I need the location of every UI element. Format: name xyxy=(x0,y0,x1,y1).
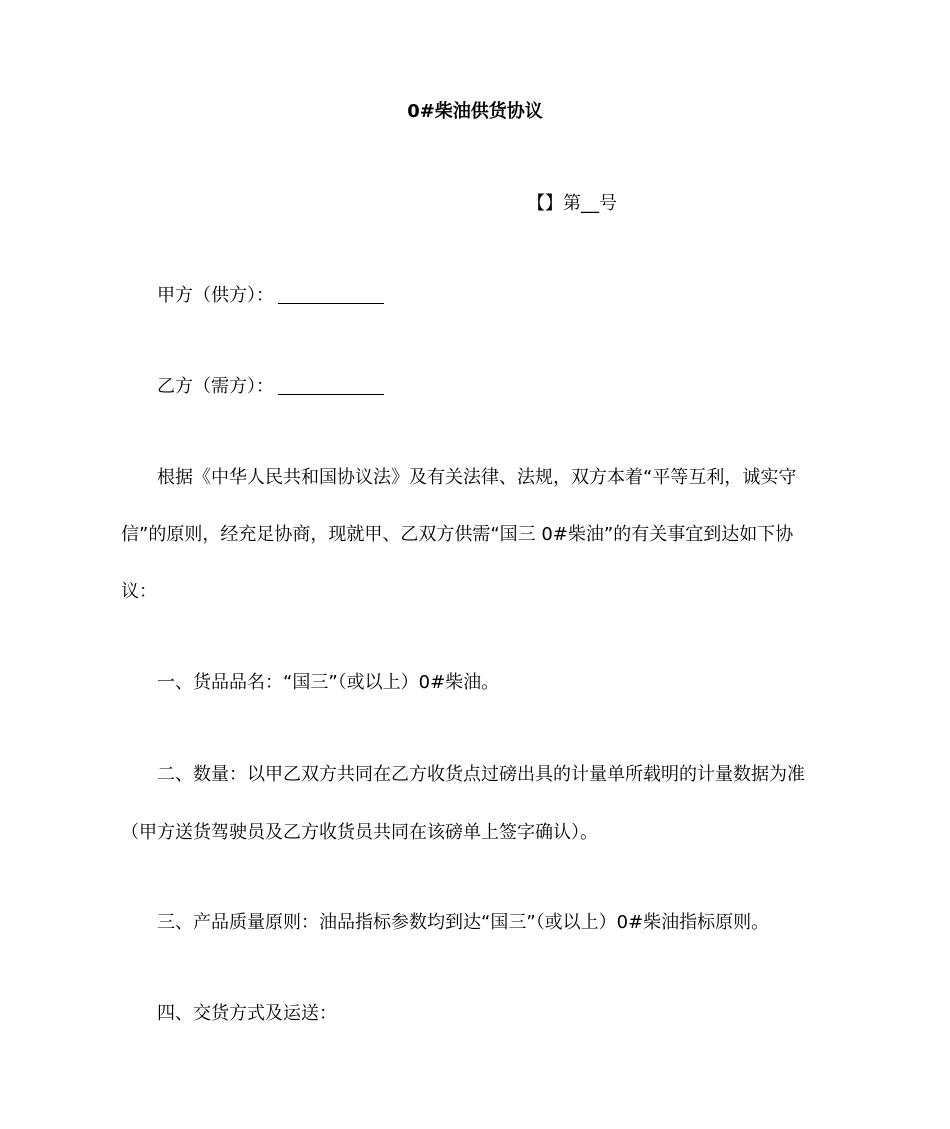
party-b-line xyxy=(157,372,384,398)
party-a-line xyxy=(157,281,384,307)
party-a-label: 甲方（供方）： xyxy=(157,285,274,306)
preamble-line-3: 议： xyxy=(121,581,157,602)
preamble-line-1: 根据《中华人民共和国协议法》及有关法律、法规，双方本着“平等互利，诚实守 xyxy=(157,467,797,488)
document-title: 0#柴油供货协议 xyxy=(407,101,543,122)
party-b-label: 乙方（需方）： xyxy=(157,376,274,397)
clause-1: 一、货品品名：“国三”（或以上）0#柴油。 xyxy=(157,672,500,693)
preamble-line-2: 信”的原则，经充足协商，现就甲、乙双方供需“国三 0#柴油”的有关事宜到达如下协 xyxy=(121,524,794,545)
clause-2-line-1: 二、数量：以甲乙双方共同在乙方收货点过磅出具的计量单所载明的计量数据为准 xyxy=(157,764,805,785)
clause-4: 四、交货方式及运送： xyxy=(157,1003,337,1024)
party-b-blank xyxy=(278,376,384,395)
document-number: 【】第__号 xyxy=(527,193,617,214)
party-a-blank xyxy=(278,285,384,304)
clause-2-line-2: （甲方送货驾驶员及乙方收货员共同在该磅单上签字确认）。 xyxy=(121,822,598,843)
clause-3: 三、产品质量原则：油品指标参数均到达“国三”（或以上）0#柴油指标原则。 xyxy=(157,912,770,933)
